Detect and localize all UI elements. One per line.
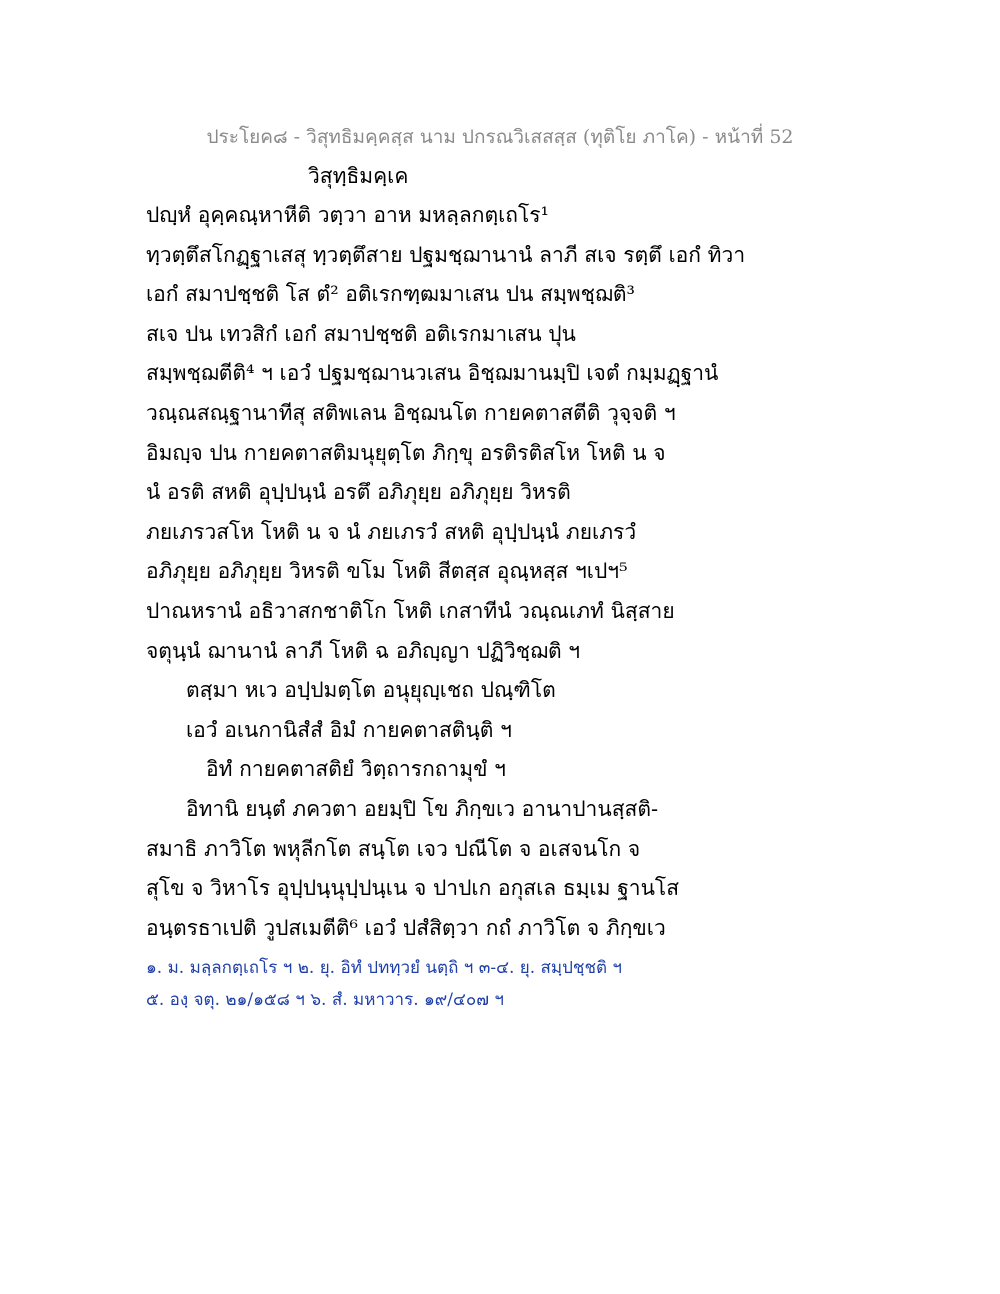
verse-line: เอวํ อเนกานิสํสํ อิมํ กายคตาสตินฺติ ฯ [186,717,512,742]
body-text [146,196,846,948]
footnote-line: ๑. ม. มลฺลกตฺเถโร ฯ ๒. ยุ. อิทํ ปททฺวยํ นตฺถิ ฯ ๓-๔. ยุ. สมฺปชฺชติ ฯ [146,958,622,978]
body-line: สเจ ปน เทวสิกํ เอกํ สมาปชฺชติ อติเรกมาเสน ปุน [146,321,576,346]
body-line: อิมญฺจ ปน กายคตาสติมนุยุตฺโต ภิกฺขุ อรติรติสโห โหติ น จ [146,440,666,465]
body-line: สมฺพชฺฌตีติ⁴ ฯ เอวํ ปฐมชฺฌานวเสน อิชฺฌมานมฺปิ เจตํ กมฺมฏฺฐานํ [146,361,719,386]
body-line: ปญฺหํ อุคฺคณฺหาหีติ วตฺวา อาห มหลฺลกตฺเถโร¹ [146,203,549,227]
footnote-line: ๕. องฺ จตุ. ๒๑/๑๕๘ ฯ ๖. สํ. มหาวาร. ๑๙/๔๐๗ ฯ [146,990,504,1010]
paragraph-line: อนฺตรธาเปติ วูปสเมตีติ⁶ เอวํ ปสํสิตฺวา กถํ ภาวิโต จ ภิกฺขเว [146,915,666,940]
body-line: จตุนฺนํ ฌานานํ ลาภี โหติ ฉ อภิญฺญา ปฏิวิชฺฌติ ฯ [146,638,581,663]
body-line: นํ อรติ สหติ อุปฺปนฺนํ อรตึ อภิภุยฺย อภิภุยฺย วิหรติ [146,480,571,505]
footnotes [146,952,866,1016]
body-line: วณฺณสณฺฐานาทีสุ สติพเลน อิชฺฌนโต กายคตาสตีติ วุจฺจติ ฯ [146,400,676,425]
closing-line: อิทํ กายคตาสติยํ วิตฺถารกถามุขํ ฯ [206,757,506,782]
paragraph-line: สมาธิ ภาวิโต พหุลีกโต สนฺโต เจว ปณีโต จ อเสจนโก จ [146,836,641,861]
body-line: อภิภุยฺย อภิภุยฺย วิหรติ ขโม โหติ สีตสฺส อุณฺหสฺส ฯเปฯ⁵ [146,559,628,584]
book-title: วิสุทฺธิมคฺเค [308,164,409,188]
body-line: ทฺวตฺตึสโกฏฺฐาเสสุ ทฺวตฺตึสาย ปฐมชฺฌานานํ ลาภี สเจ รตฺตึ เอกํ ทิวา [146,242,746,267]
verse-line: ตสฺมา หเว อปฺปมตฺโต อนุยุญฺเชถ ปณฺฑิโต [186,678,556,703]
paragraph-line: อิทานิ ยนฺตํ ภควตา อยมฺปิ โข ภิกฺขเว อานาปานสฺสติ- [186,796,659,821]
paragraph-line: สุโข จ วิหาโร อุปฺปนฺนุปฺปนฺเน จ ปาปเก อกุสเล ธมฺเม ฐานโส [146,876,680,901]
body-line: ปาณหรานํ อธิวาสกชาติโก โหติ เกสาทีนํ วณฺณเภทํ นิสฺสาย [146,598,675,623]
body-line: ภยเภรวสโห โหติ น จ นํ ภยเภรวํ สหติ อุปฺปนฺนํ ภยเภรวํ [146,519,637,544]
body-line: เอกํ สมาปชฺชติ โส ตํ² อติเรกฑฺฒมาเสน ปน สมฺพชฺฌติ³ [146,282,635,307]
running-header: ประโยค๘ - วิสุทธิมคฺคสฺส นาม ปกรณวิเสสสฺส (ทุติโย ภาโค) - หน้าที่ 52 [206,126,794,148]
